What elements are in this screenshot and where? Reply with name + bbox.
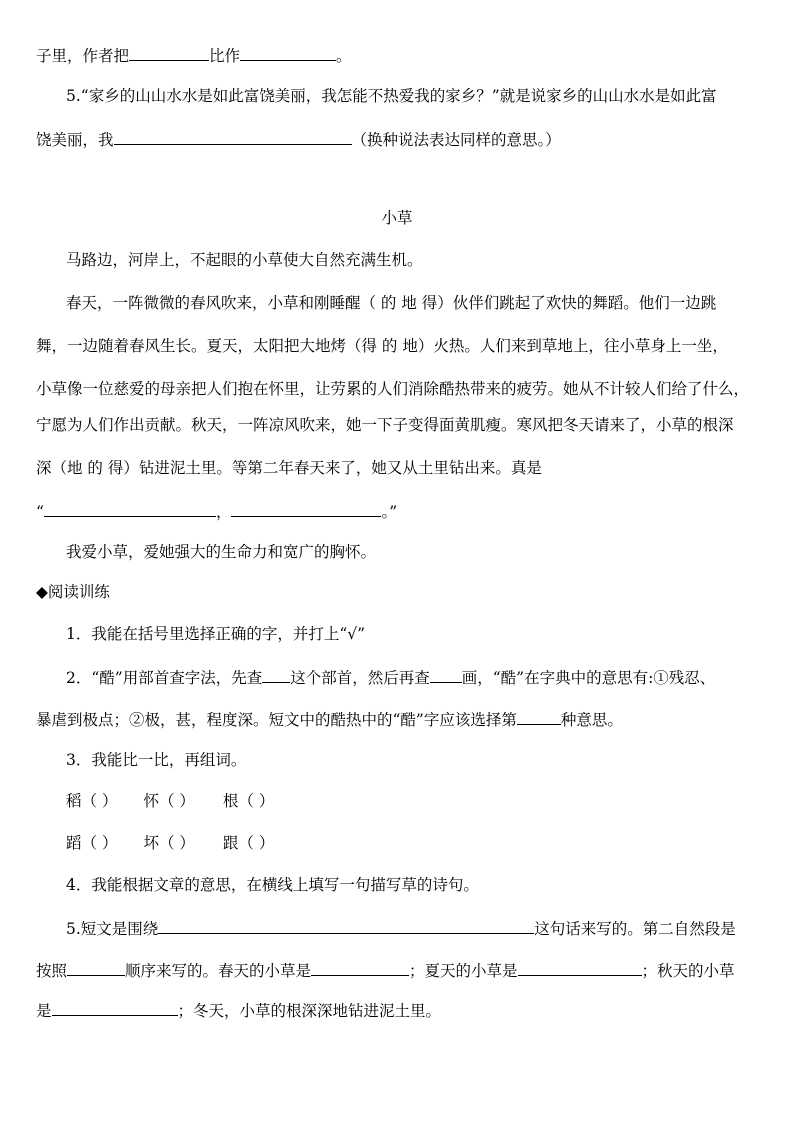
question-5-line-1: 5.“家乡的山山水水是如此富饶美丽，我怎能不热爱我的家乡？”就是说家乡的山山水水是如此富 bbox=[66, 87, 717, 105]
paragraph-1: 马路边，河岸上，不起眼的小草使大自然充满生机。 bbox=[66, 251, 423, 269]
text: 2．“酷”用部首查字法，先查 bbox=[66, 669, 263, 687]
paren-blank[interactable]: （ ） bbox=[158, 792, 195, 810]
text: 这个部首，然后再查 bbox=[290, 669, 430, 687]
exercise-q2-line-1 bbox=[66, 666, 715, 686]
answer-blank[interactable] bbox=[518, 959, 642, 976]
answer-blank[interactable] bbox=[114, 128, 352, 145]
paragraph-2-line-4: 宁愿为人们作出贡献。秋天，一阵凉风吹来，她一下子变得面黄肌瘦。寒风把冬天请来了，小草的根深 bbox=[36, 416, 734, 434]
answer-blank[interactable] bbox=[517, 708, 561, 725]
prev-question-line bbox=[36, 44, 352, 64]
char: 蹈 bbox=[66, 834, 82, 852]
text: ；秋天的小草 bbox=[641, 962, 735, 980]
text: “ bbox=[36, 503, 44, 521]
paren-blank[interactable]: （ ） bbox=[81, 792, 118, 810]
quote-fill-line bbox=[36, 500, 397, 520]
answer-blank[interactable] bbox=[52, 999, 178, 1016]
exercise-heading: ◆阅读训练 bbox=[36, 583, 110, 601]
passage-title: 小草 bbox=[381, 209, 413, 227]
text: 。 bbox=[336, 47, 352, 65]
answer-blank[interactable] bbox=[262, 666, 290, 683]
answer-blank[interactable] bbox=[67, 959, 125, 976]
exercise-q4: 4．我能根据文章的意思，在横线上填写一句描写草的诗句。 bbox=[66, 876, 479, 894]
answer-blank[interactable] bbox=[158, 917, 534, 934]
text: 5.短文是围绕 bbox=[66, 920, 159, 938]
answer-blank[interactable] bbox=[129, 44, 209, 61]
text: 种意思。 bbox=[560, 711, 623, 729]
text: ；冬天，小草的根深深地钻进泥土里。 bbox=[177, 1002, 442, 1020]
char: 怀 bbox=[143, 792, 159, 810]
exercise-q3: 3．我能比一比，再组词。 bbox=[66, 751, 247, 769]
exercise-q1: 1．我能在括号里选择正确的字，并打上“√” bbox=[66, 625, 366, 643]
text: 饶美丽，我 bbox=[36, 131, 114, 149]
answer-blank[interactable] bbox=[240, 44, 336, 61]
text: 比作 bbox=[209, 47, 241, 65]
text: 顺序来写的。春天的小草是 bbox=[125, 962, 312, 980]
text: （换种说法表达同样的意思。） bbox=[351, 131, 561, 149]
text: 暴虐到极点；②极，甚，程度深。短文中的酷热中的“酷”字应该选择第 bbox=[36, 711, 517, 729]
text: 子里，作者把 bbox=[36, 47, 130, 65]
answer-blank[interactable] bbox=[311, 959, 409, 976]
paren-blank[interactable]: （ ） bbox=[158, 834, 195, 852]
text: 这句话来写的。第二自然段是 bbox=[534, 920, 736, 938]
exercise-q5-line-3 bbox=[36, 999, 441, 1019]
exercise-q2-line-2 bbox=[36, 708, 623, 728]
answer-blank[interactable] bbox=[430, 666, 462, 683]
char: 坏 bbox=[143, 834, 159, 852]
word-row-2 bbox=[66, 833, 274, 853]
text: ；夏天的小草是 bbox=[409, 962, 518, 980]
text: 按照 bbox=[36, 962, 68, 980]
exercise-q5-line-2 bbox=[36, 959, 735, 979]
paren-blank[interactable]: （ ） bbox=[81, 834, 118, 852]
paragraph-3: 我爱小草，爱她强大的生命力和宽广的胸怀。 bbox=[66, 543, 377, 561]
text: 画，“酷”在字典中的意思有:①残忍、 bbox=[461, 669, 716, 687]
text: 是 bbox=[36, 1002, 52, 1020]
answer-blank[interactable] bbox=[231, 500, 381, 517]
paragraph-2-line-3: 小草像一位慈爱的母亲把人们抱在怀里，让劳累的人们消除酷热带来的疲劳。她从不计较人们给了什么， bbox=[36, 380, 750, 398]
paragraph-2-line-5: 深（地 的 得）钻进泥土里。等第二年春天来了，她又从土里钻出来。真是 bbox=[36, 459, 542, 477]
text: ， bbox=[215, 503, 232, 521]
paragraph-2-line-2: 舞，一边随着春风生长。夏天，太阳把大地烤（得 的 地）火热。人们来到草地上，往小草身上一坐， bbox=[36, 337, 728, 355]
paren-blank[interactable]: （ ） bbox=[238, 834, 275, 852]
answer-blank[interactable] bbox=[44, 500, 216, 517]
exercise-q5-line-1 bbox=[66, 917, 736, 937]
word-row-1 bbox=[66, 791, 274, 811]
question-5-line-2 bbox=[36, 128, 561, 148]
text: 。” bbox=[381, 503, 398, 521]
char: 跟 bbox=[222, 834, 239, 852]
paragraph-2-line-1: 春天，一阵微微的春风吹来，小草和刚睡醒（ 的 地 得）伙伴们跳起了欢快的舞蹈。他们一边跳 bbox=[66, 294, 717, 312]
paren-blank[interactable]: （ ） bbox=[238, 792, 275, 810]
char: 稻 bbox=[66, 792, 82, 810]
char: 根 bbox=[222, 792, 239, 810]
